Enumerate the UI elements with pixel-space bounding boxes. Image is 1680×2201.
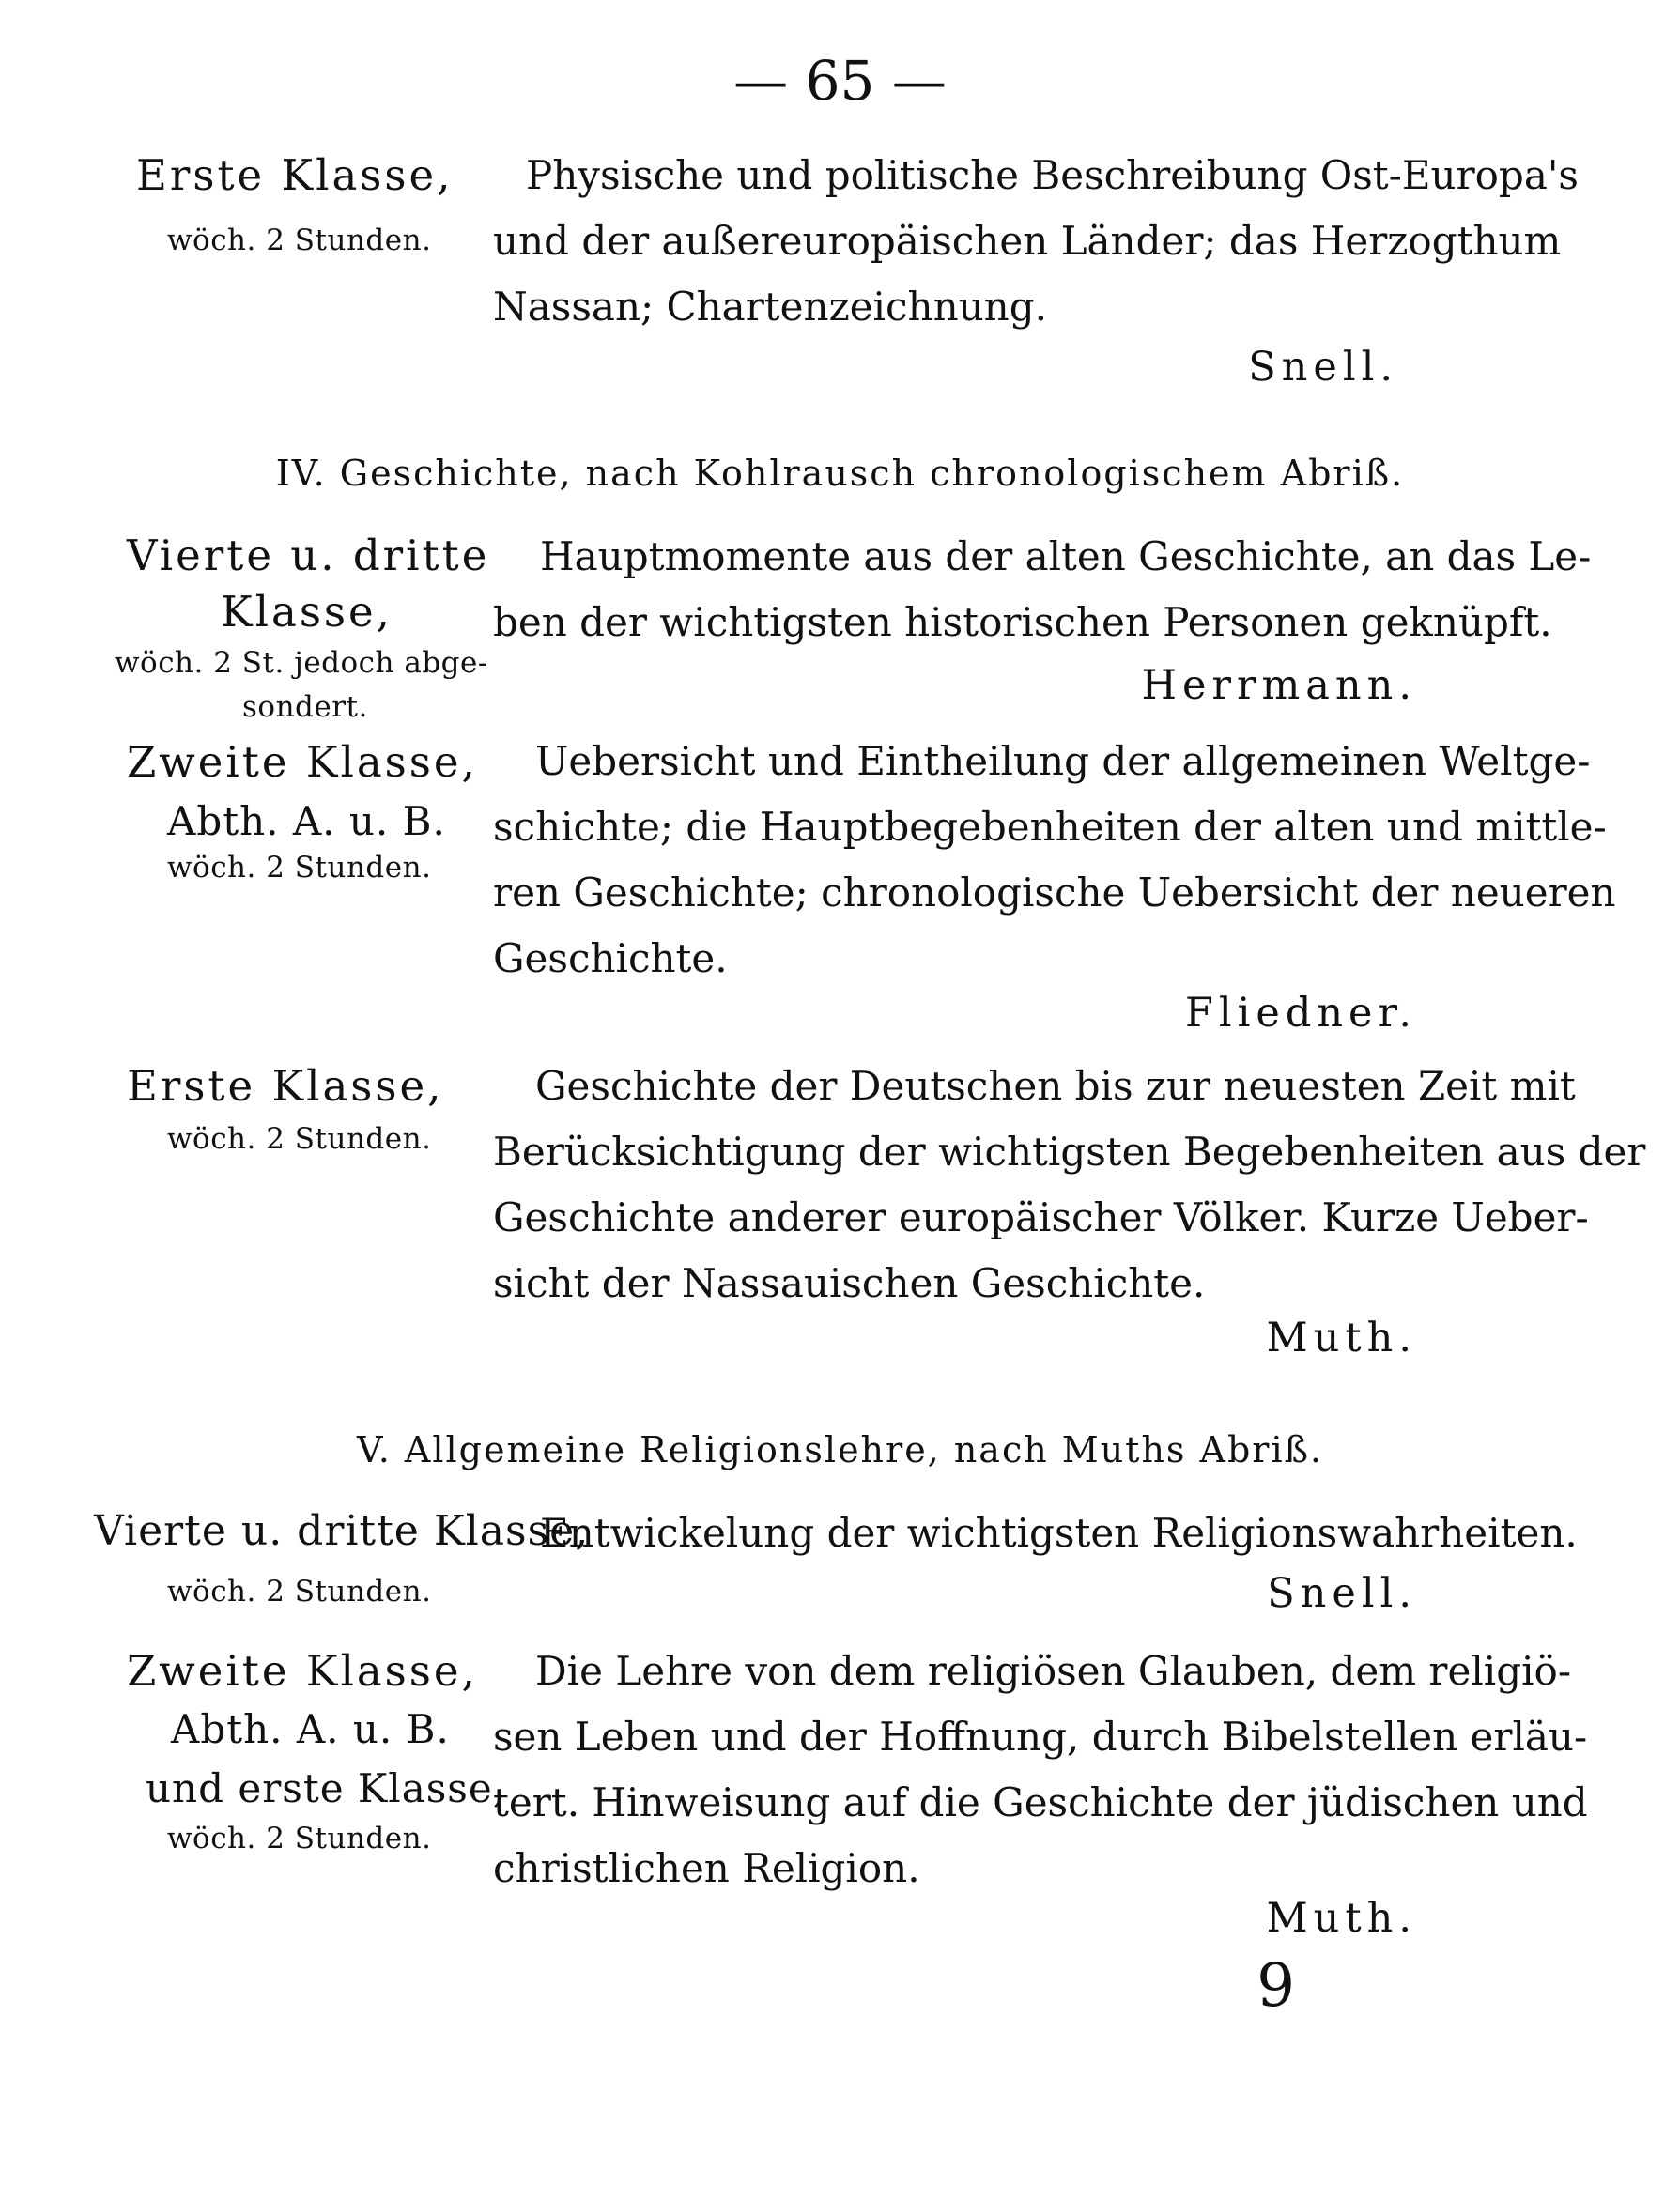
hist-zweite-label: Zweite Klasse, — [127, 737, 478, 787]
rel-vierte-label: Vierte u. dritte Klasse, — [94, 1507, 590, 1555]
geo-erste-teacher: Snell. — [1248, 344, 1398, 391]
hist-zweite-line-1: Uebersicht und Eintheilung der allgemeinen Weltge- — [535, 738, 1591, 784]
hist-zweite-line-3: ren Geschichte; chronologische Uebersicht der neueren — [493, 870, 1616, 916]
hist-erste-teacher: Muth. — [1266, 1315, 1417, 1362]
hist-zweite-teacher: Fliedner. — [1185, 990, 1417, 1037]
hist-zweite-hours: wöch. 2 Stunden. — [167, 851, 432, 885]
hist-vierte-label-1: Vierte u. dritte — [127, 531, 490, 580]
page-number: — 65 — — [733, 49, 947, 113]
hist-vierte-hours-1: wöch. 2 St. jedoch abge- — [115, 646, 488, 680]
rel-zweite-hours: wöch. 2 Stunden. — [167, 1822, 432, 1855]
rel-vierte-teacher: Snell. — [1267, 1570, 1417, 1617]
hist-zweite-line-4: Geschichte. — [493, 935, 728, 981]
hist-erste-line-2: Berücksichtigung der wichtigsten Begebenheiten aus der — [493, 1129, 1646, 1175]
hist-vierte-line-1: Hauptmomente aus der alten Geschichte, an das Le- — [540, 533, 1592, 579]
hist-vierte-label-2: Klasse, — [221, 587, 393, 637]
geo-erste-label: Erste Klasse, — [136, 150, 454, 200]
hist-vierte-teacher: Herrmann. — [1141, 662, 1417, 709]
rel-zweite-label: Zweite Klasse, — [127, 1646, 478, 1696]
rel-zweite-abth: Abth. A. u. B. — [171, 1706, 450, 1752]
hist-erste-line-3: Geschichte anderer europäischer Völker. Kurze Ueber- — [493, 1194, 1589, 1240]
geo-erste-line-2: und der außereuropäischen Länder; das Herzogthum — [493, 218, 1562, 264]
signature-mark: 9 — [1256, 1951, 1295, 2021]
rel-vierte-hours: wöch. 2 Stunden. — [167, 1575, 432, 1608]
hist-zweite-abth: Abth. A. u. B. — [167, 798, 446, 844]
rel-zweite-teacher: Muth. — [1266, 1895, 1417, 1942]
religion-heading: V. Allgemeine Religionslehre, nach Muths Abriß. — [356, 1429, 1324, 1470]
hist-erste-label: Erste Klasse, — [127, 1061, 444, 1111]
rel-zweite-label-2: und erste Klasse, — [146, 1765, 507, 1811]
hist-vierte-line-2: ben der wichtigsten historischen Personen geknüpft. — [493, 599, 1552, 645]
hist-erste-line-4: sicht der Nassauischen Geschichte. — [493, 1260, 1206, 1306]
hist-erste-hours: wöch. 2 Stunden. — [167, 1122, 432, 1156]
hist-vierte-hours-2: sondert. — [242, 690, 368, 724]
hist-zweite-line-2: schichte; die Hauptbegebenheiten der alten und mittle- — [493, 804, 1607, 850]
rel-zweite-line-2: sen Leben und der Hoffnung, durch Bibelstellen erläu- — [493, 1714, 1588, 1760]
rel-zweite-line-1: Die Lehre von dem religiösen Glauben, dem religiö- — [535, 1648, 1572, 1694]
rel-zweite-line-3: tert. Hinweisung auf die Geschichte der jüdischen und — [493, 1779, 1588, 1825]
hist-erste-line-1: Geschichte der Deutschen bis zur neuesten Zeit mit — [535, 1063, 1576, 1109]
geo-erste-line-1: Physische und politische Beschreibung Ost-Europa's — [526, 152, 1579, 198]
geo-erste-hours: wöch. 2 Stunden. — [167, 223, 432, 257]
rel-vierte-line-1: Entwickelung der wichtigsten Religionswahrheiten. — [540, 1510, 1578, 1556]
geo-erste-line-3: Nassan; Chartenzeichnung. — [493, 284, 1047, 330]
rel-zweite-line-4: christlichen Religion. — [493, 1845, 920, 1891]
history-heading: IV. Geschichte, nach Kohlrausch chronologischem Abriß. — [275, 453, 1405, 494]
